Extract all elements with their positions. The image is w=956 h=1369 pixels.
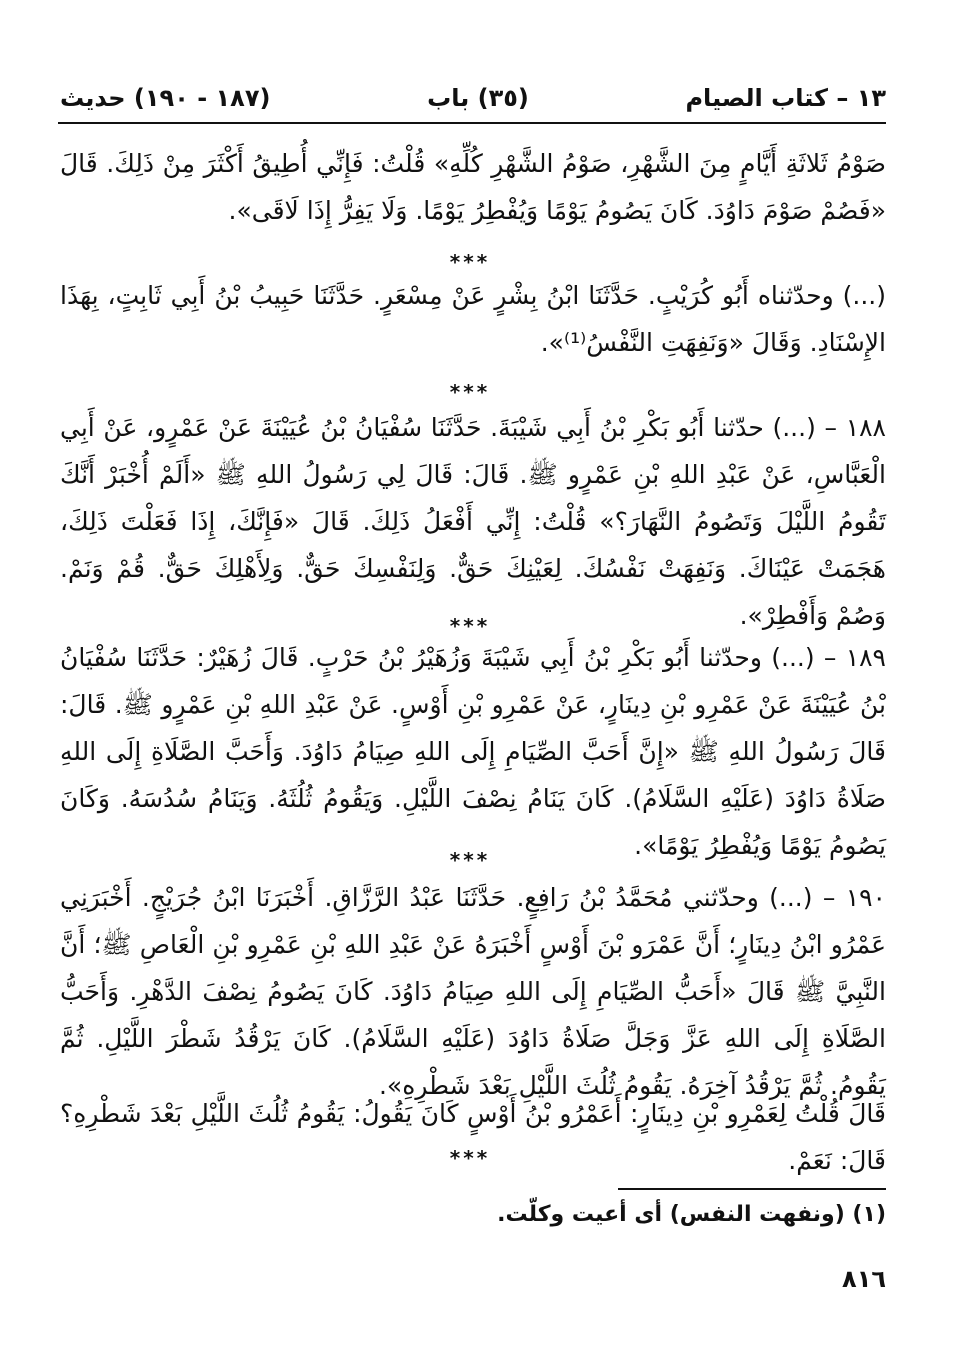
header-bab: (٣٥) باب: [427, 84, 529, 112]
hadith-190: ١٩٠ – (...) وحدّثني مُحَمَّدُ بْنُ رَافِعٍ. حَدَّثَنَا عَبْدُ الرَّزَّاقِ. أَخْبَرَنَا ابْنُ جُرَيْجٍ. أَخْبَرَنِي عَمْرُو ابْنُ دِينَارٍ؛ أَنَّ عَمْرَو بْنَ أَوْسٍ أَخْبَرَهُ عَنْ عَبْدِ اللهِ بْنِ عَمْرِو بْنِ الْعَاصِ ﷺ؛ أَنَّ النَّبِيَّ ﷺ قَالَ «أَحَبُّ الصِّيَامِ إِلَى اللهِ صِيَامُ دَاوُدَ. كَانَ يَصُومُ نِصْفَ الدَّهْرِ. وَأَحَبُّ الصَّلَاةِ إِلَى اللهِ عَزَّ وَجَلَّ صَلَاةُ دَاوُدَ (عَلَيْهِ السَّلَامُ). كَانَ يَرْقُدُ شَطْرَ اللَّيْلِ. ثُمَّ يَقُومُ. ثُمَّ يَرْقُدُ آخِرَهُ. يَقُومُ ثُلُثَ اللَّيْلِ بَعْدَ شَطْرِهِ».: [60, 883, 886, 1100]
running-header: [60, 78, 886, 118]
separator-stars: ***: [449, 848, 491, 872]
hadith-190-followup: قَالَ قُلْتُ لِعَمْرِو بْنِ دِينَارٍ: أَعَمْرُو بْنُ أَوْسٍ كَانَ يَقُولُ: يَقُومُ ثُلُثَ اللَّيْلِ بَعْدَ شَطْرِهِ؟ قَالَ: نَعَمْ.: [60, 1099, 886, 1175]
footnote: (١) (ونفهت النفس) أى أعيت وكلّت.: [497, 1202, 886, 1227]
paragraph-chain: (...) وحدّثناه أَبُو كُرَيْبٍ. حَدَّثَنَا ابْنُ بِشْرٍ عَنْ مِسْعَرٍ. حَدَّثَنَا حَبِيبُ بْنُ أَبِي ثَابِتٍ، بِهَذَا الإِسْنَادِ. وَقَالَ «وَنَفِهَتِ النَّفْسُ⁽¹⁾».: [60, 281, 886, 357]
separator-stars: ***: [449, 380, 491, 404]
header-chapter: ١٣ – كتاب الصيام: [685, 84, 886, 112]
hadith-189: ١٨٩ – (...) وحدّثنا أَبُو بَكْرِ بْنُ أَبِي شَيْبَةَ وَزُهَيْرُ بْنُ حَرْبٍ. قَالَ زُهَيْرٌ: حَدَّثَنَا سُفْيَانُ بْنُ عُيَيْنَةَ عَنْ عَمْرِو بْنِ دِينَارٍ، عَنْ عَمْرِو بْنِ أَوْسٍ. عَنْ عَبْدِ اللهِ بْنِ عَمْرٍو ﷺ. قَالَ: قَالَ رَسُولُ اللهِ ﷺ «إِنَّ أَحَبَّ الصِّيَامِ إِلَى اللهِ صِيَامُ دَاوُدَ. وَأَحَبَّ الصَّلَاةِ إِلَى اللهِ صَلَاةُ دَاوُدَ (عَلَيْهِ السَّلَامُ). كَانَ يَنَامُ نِصْفَ اللَّيْلِ. وَيَقُومُ ثُلُثَهُ. وَيَنَامُ سُدُسَهُ. وَكَانَ يَصُومُ يَوْمًا وَيُفْطِرُ يَوْمًا».: [60, 643, 886, 860]
separator-stars: ***: [449, 1146, 491, 1170]
separator-stars: ***: [449, 250, 491, 274]
separator-stars: ***: [449, 614, 491, 638]
footnote-divider: [618, 1188, 886, 1190]
hadith-188: ١٨٨ – (...) حدّثنا أَبُو بَكْرِ بْنُ أَبِي شَيْبَةَ. حَدَّثَنَا سُفْيَانُ بْنُ عُيَيْنَةَ عَنْ عَمْرٍو، عَنْ أَبِي الْعَبَّاسِ، عَنْ عَبْدِ اللهِ بْنِ عَمْرٍو ﷺ. قَالَ: قَالَ لِي رَسُولُ اللهِ ﷺ «أَلَمْ أُخْبَرْ أَنَّكَ تَقُومُ اللَّيْلَ وَتَصُومُ النَّهَارَ؟» قُلْتُ: إِنِّي أَفْعَلُ ذَلِكَ. قَالَ «فَإِنَّكَ، إِذَا فَعَلْتَ ذَلِكَ، هَجَمَتْ عَيْنَاكَ. وَنَفِهَتْ نَفْسُكَ. لِعَيْنِكَ حَقٌّ. وَلِنَفْسِكَ حَقٌّ. وَلِأَهْلِكَ حَقٌّ. قُمْ وَنَمْ. وَصُمْ وَأَفْطِرْ».: [60, 413, 886, 630]
paragraph-continuation: صَوْمُ ثَلاثَةِ أَيَّامٍ مِنَ الشَّهْرِ، صَوْمُ الشَّهْرِ كُلِّهِ» قُلْتُ: فَإِنِّي أُطِيقُ أَكْثَرَ مِنْ ذَلِكَ. قَالَ «فَصُمْ صَوْمَ دَاوُدَ. كَانَ يَصُومُ يَوْمًا وَيُفْطِرُ يَوْمًا. وَلَا يَفِرُّ إِذَا لَاقَى».: [60, 149, 886, 225]
header-hadith-range: (١٨٧ - ١٩٠) حديث: [60, 84, 271, 112]
header-divider: [58, 122, 886, 124]
page-number: ٨١٦: [842, 1265, 886, 1293]
